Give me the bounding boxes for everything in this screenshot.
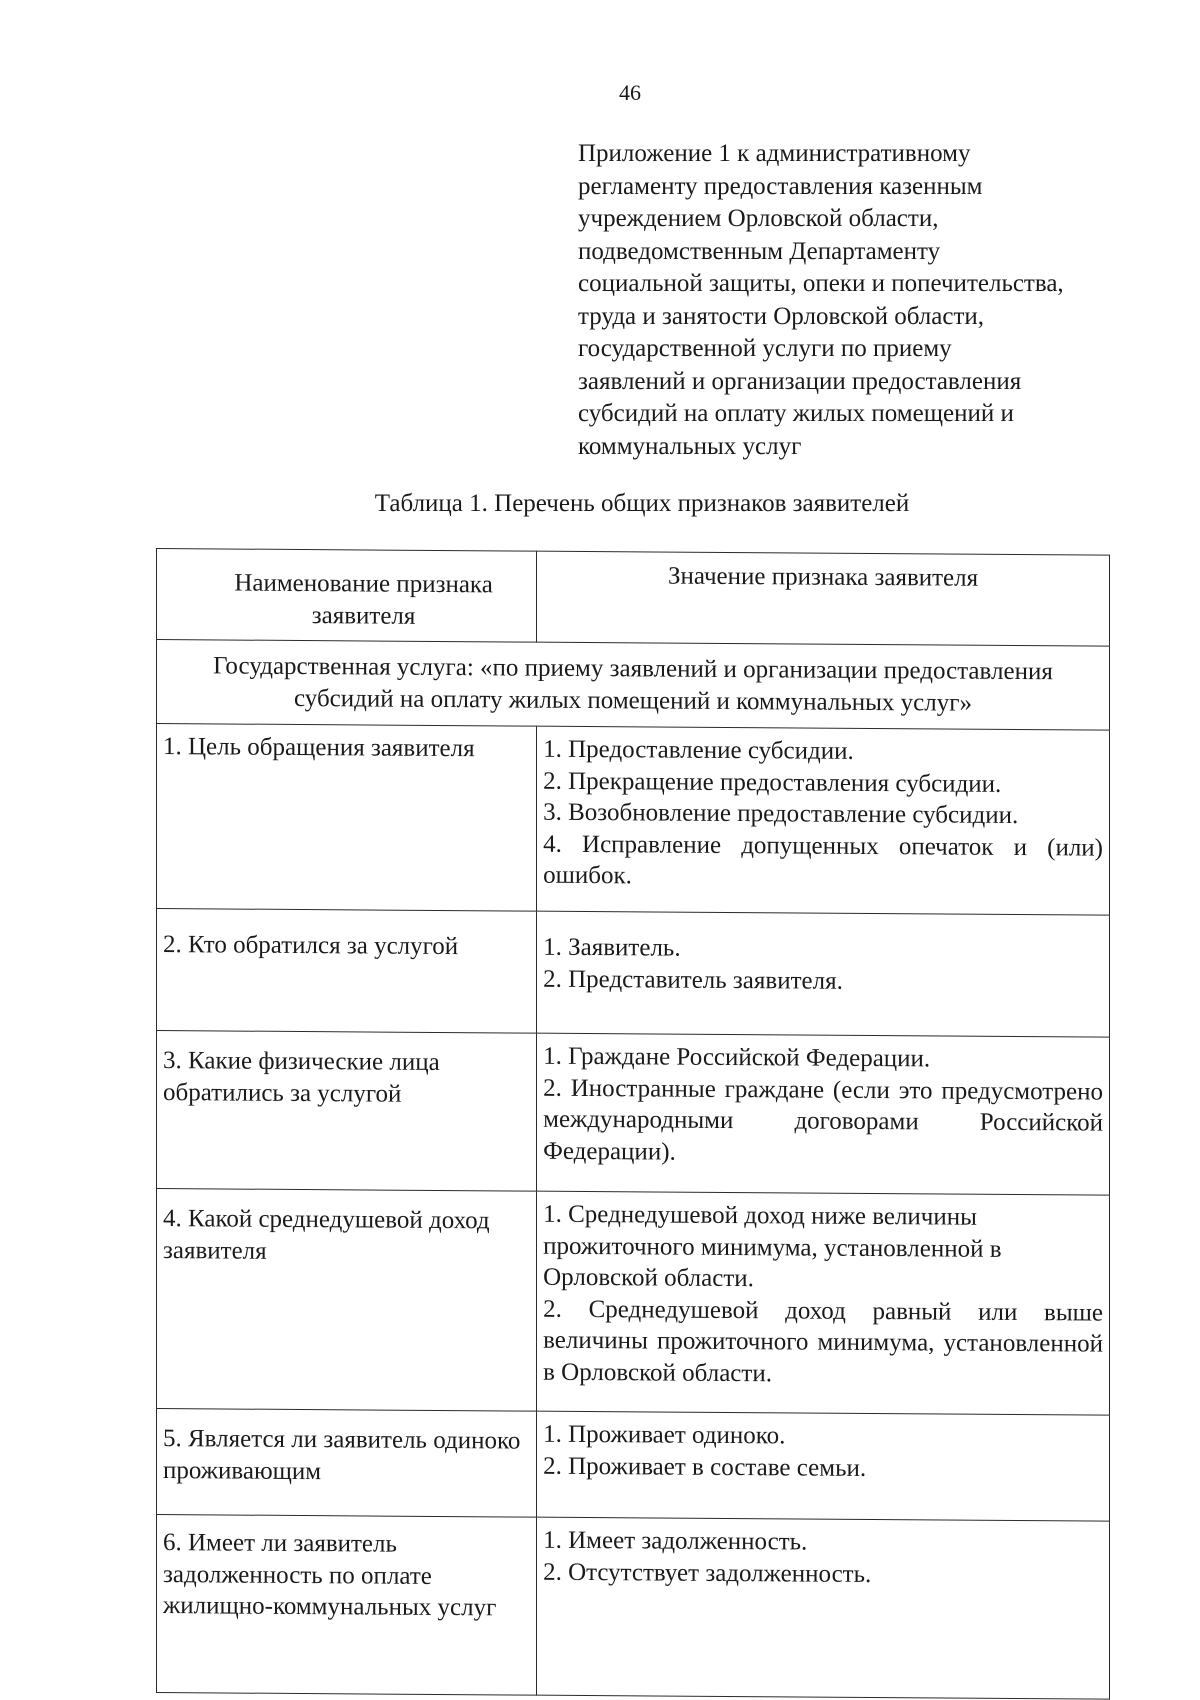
criterion-value: 4. Исправление допущенных опечаток и (или) ошибок. <box>543 830 1103 890</box>
table-row <box>157 1515 1110 1700</box>
criterion-values <box>537 1517 1110 1699</box>
appendix-line: учреждением Орловской области, <box>578 205 939 232</box>
appendix-line: регламенту предоставления казенным <box>578 172 983 200</box>
criterion-name: 1. Цель обращения заявителя <box>157 724 537 912</box>
appendix-line: труда и занятости Орловской области, <box>578 302 985 330</box>
appendix-line: субсидий на оплату жилых помещений и <box>578 400 1014 427</box>
criterion-values <box>537 1033 1110 1195</box>
criterion-value: 1. Среднедушевой доход ниже величины прожиточного минимума, установленной в Орловской области. <box>543 1200 1002 1293</box>
criterion-value: 1. Проживает одиноко. <box>543 1420 786 1450</box>
criterion-value: 2. Прекращение предоставления субсидии. <box>543 767 1002 798</box>
appendix-line: подведомственным Департаменту <box>578 237 941 265</box>
service-row <box>157 640 1110 731</box>
criterion-value: 2. Проживает в составе семьи. <box>543 1452 867 1482</box>
table-row <box>157 909 1110 1038</box>
criterion-value: 1. Предоставление субсидии. <box>543 735 854 765</box>
criterion-value: 2. Среднедушевой доход равный или выше величины прожиточного минимума, установленной в Орловской области. <box>543 1295 1103 1387</box>
criterion-value: 1. Граждане Российской Федерации. <box>543 1042 931 1073</box>
criterion-name: 6. Имеет ли заявитель задолженность по оплате жилищно-коммунальных услуг <box>157 1515 537 1696</box>
criterion-value: 2. Иностранные граждане (если это предусмотрено международными договорами Российской Федерации). <box>543 1074 1103 1166</box>
criterion-value: 1. Заявитель. <box>543 933 681 962</box>
criterion-values <box>537 1191 1110 1415</box>
criterion-name: 3. Какие физические лица обратились за услугой <box>157 1031 537 1192</box>
criterion-value: 1. Имеет задолженность. <box>543 1526 808 1556</box>
criterion-values <box>537 726 1110 915</box>
service-title: Государственная услуга: «по приему заявлений и организации предоставления субсидий на оплату жилых помещений и коммунальных услуг» <box>157 640 1110 731</box>
appendix-reference <box>578 138 1118 463</box>
criterion-name: 2. Кто обратился за услугой <box>157 909 537 1034</box>
header-criterion-value: Значение признака заявителя <box>537 551 1110 646</box>
applicant-criteria-table <box>156 548 1110 1700</box>
table-header-row <box>157 549 1110 647</box>
table-row <box>157 724 1110 916</box>
criterion-value: 2. Представитель заявителя. <box>543 965 843 995</box>
criterion-name: 5. Является ли заявитель одиноко проживающим <box>157 1409 537 1518</box>
criterion-value: 3. Возобновление предоставление субсидии. <box>543 798 1019 830</box>
appendix-line: заявлений и организации предоставления <box>578 367 1022 395</box>
page-number: 46 <box>619 80 641 105</box>
table-row <box>157 1189 1110 1416</box>
table-caption: Таблица 1. Перечень общих признаков заявителей <box>374 490 910 517</box>
header-criterion-name: Наименование признака заявителя <box>157 549 537 643</box>
appendix-line: государственной услуги по приему <box>578 335 952 362</box>
criterion-value: 2. Отсутствует задолженность. <box>543 1558 872 1588</box>
table-row <box>157 1409 1110 1522</box>
appendix-line: коммунальных услуг <box>578 432 802 460</box>
criterion-name: 4. Какой среднедушевой доход заявителя <box>157 1189 537 1412</box>
appendix-line: Приложение 1 к административному <box>578 140 971 167</box>
criterion-values <box>537 1411 1110 1521</box>
table-row <box>157 1031 1110 1196</box>
criterion-values <box>537 911 1110 1037</box>
appendix-line: социальной защиты, опеки и попечительства, <box>578 270 1064 297</box>
